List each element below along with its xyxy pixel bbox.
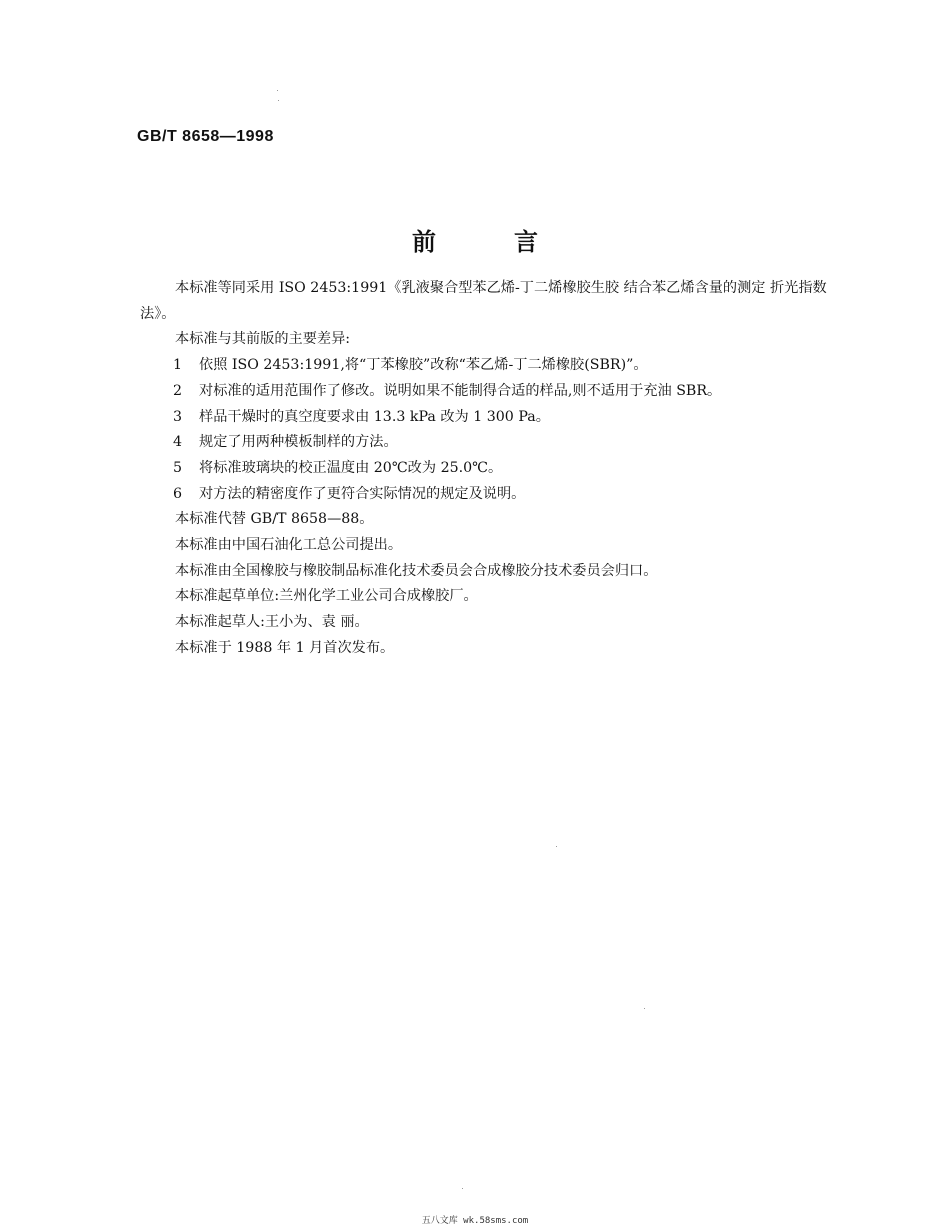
item-number: 2: [173, 382, 183, 399]
statement-committee: 本标准由全国橡胶与橡胶制品标准化技术委员会合成橡胶分技术委员会归口。: [175, 562, 658, 579]
item-text: 对标准的适用范围作了修改。说明如果不能制得合适的样品,则不适用于充油 SBR。: [199, 382, 722, 399]
item-text: 依照 ISO 2453:1991,将“丁苯橡胶”改称“苯乙烯-丁二烯橡胶(SBR)”。: [199, 357, 648, 374]
page-title: [0, 222, 950, 257]
difference-item: [140, 405, 856, 431]
item-text: 对方法的精密度作了更符合实际情况的规定及说明。: [199, 485, 526, 502]
item-text: 样品干燥时的真空度要求由 13.3 kPa 改为 1 300 Pa。: [199, 408, 550, 425]
title-char-1: 前: [412, 228, 436, 256]
item-number: 1: [173, 357, 183, 374]
difference-item: [140, 379, 856, 405]
item-number: 5: [173, 459, 183, 476]
footer-watermark: 五八文库 wk.58sms.com: [421, 1216, 529, 1226]
foreword-body: [140, 276, 856, 662]
scan-speck: [462, 1188, 463, 1189]
item-text: 规定了用两种模板制样的方法。: [199, 434, 398, 451]
standard-code: GB/T 8658—1998: [137, 128, 274, 145]
difference-item: [140, 482, 856, 508]
item-number: 3: [173, 408, 183, 425]
item-text: 将标准玻璃块的校正温度由 20℃改为 25.0℃。: [199, 459, 503, 476]
difference-item: [140, 353, 856, 379]
scan-speck: [644, 1008, 645, 1009]
statement-drafting-unit: 本标准起草单位:兰州化学工业公司合成橡胶厂。: [175, 588, 478, 605]
item-number: 6: [173, 485, 183, 502]
statement-replaces: 本标准代替 GB/T 8658—88。: [175, 511, 374, 528]
item-number: 4: [173, 434, 183, 451]
intro-paragraph: 本标准等同采用 ISO 2453:1991《乳液聚合型苯乙烯-丁二烯橡胶生胶 结合苯乙烯含量的测定 折光指数法》。: [140, 280, 827, 322]
statement-proposer: 本标准由中国石油化工总公司提出。: [175, 537, 403, 554]
statement-drafters: 本标准起草人:王小为、袁 丽。: [175, 614, 369, 631]
differences-heading: 本标准与其前版的主要差异:: [175, 331, 351, 348]
statement-first-issue: 本标准于 1988 年 1 月首次发布。: [175, 639, 395, 656]
scan-speck: [277, 90, 278, 91]
scan-speck: [556, 846, 557, 847]
title-char-2: 言: [514, 228, 538, 256]
difference-item: [140, 456, 856, 482]
scan-speck: [278, 100, 279, 101]
difference-item: [140, 430, 856, 456]
